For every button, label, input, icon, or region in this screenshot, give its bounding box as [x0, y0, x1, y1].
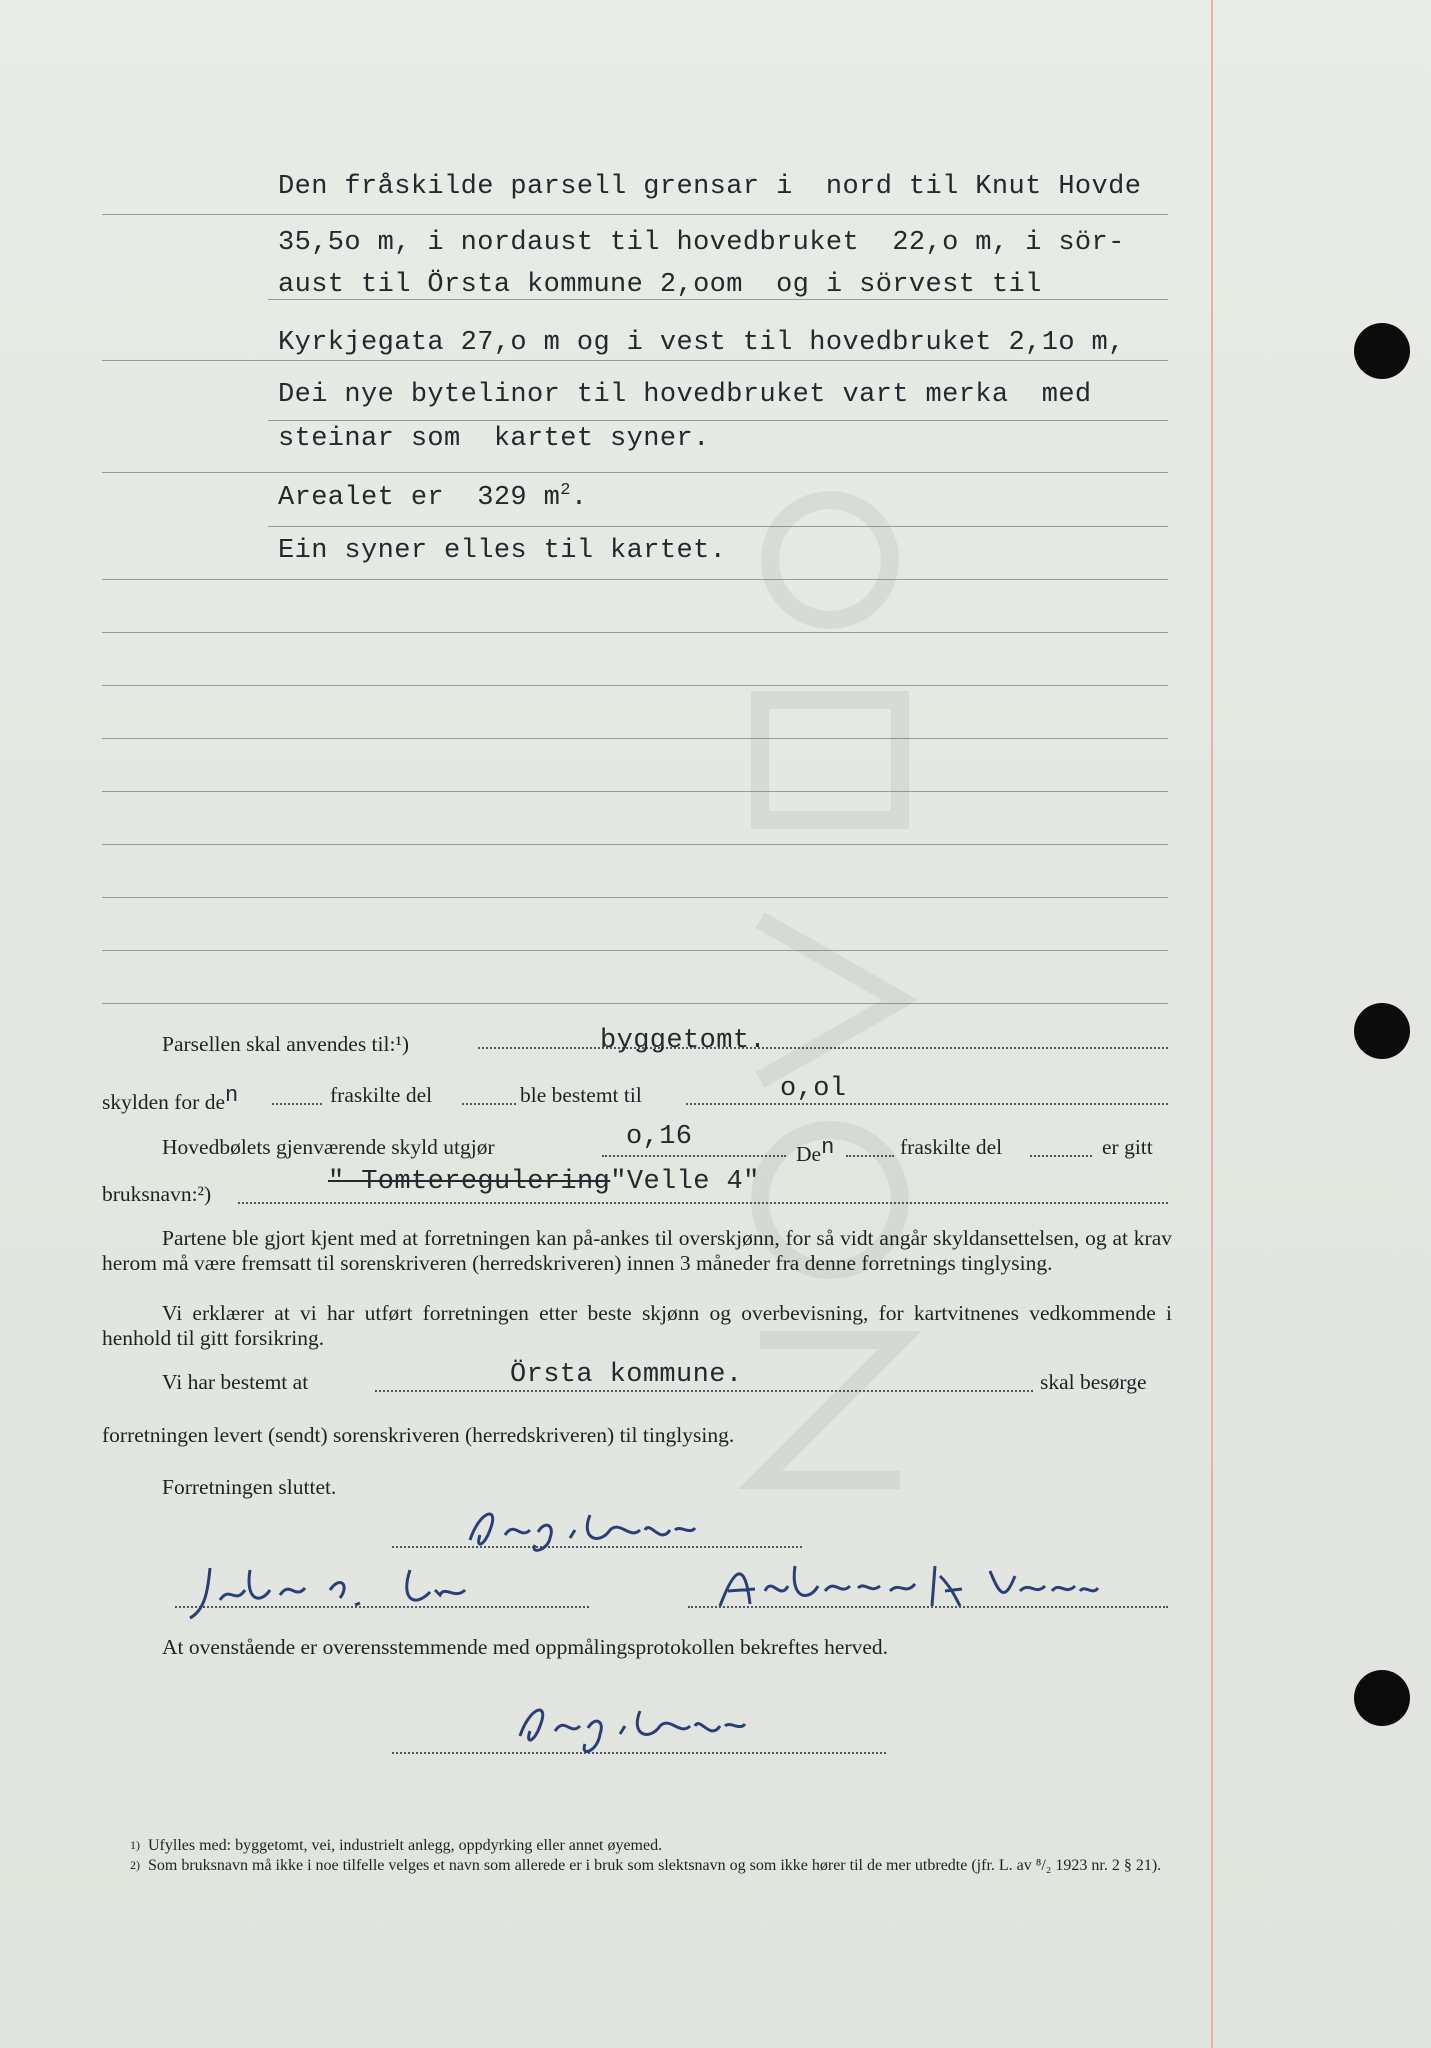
typed-line: Den fråskilde parsell grensar i nord til Knut Hovde [278, 172, 1142, 202]
skyld-label [102, 1083, 239, 1115]
ruled-line [268, 526, 1168, 527]
bestemt-label: Vi har bestemt at [162, 1370, 309, 1394]
fill-line [272, 1103, 322, 1105]
ruled-line [102, 844, 1168, 845]
fill-line [602, 1155, 786, 1157]
skyld-sup: n [225, 1083, 239, 1108]
ruled-line [102, 685, 1168, 686]
remaining-fraskilte: fraskilte del [900, 1135, 1003, 1159]
footnote-1-number: 1) [130, 1838, 140, 1852]
sluttet-text: Forretningen sluttet. [162, 1475, 337, 1499]
footnote-2-text: Som bruksnavn må ikke i noe tilfelle velges et navn som allerede er i bruk som slektsnavn og som ikke hører til de mer utbredte (jfr. L. av ⁸/₂ 1923 nr. 2 § 21). [148, 1857, 1162, 1874]
remaining-er-gitt: er gitt [1102, 1135, 1153, 1159]
fill-line [1030, 1155, 1092, 1157]
skyld-label-a: skylden for de [102, 1090, 225, 1115]
footnote-2 [130, 1856, 1178, 1875]
remaining-de-text: De [796, 1142, 822, 1167]
ruled-line [102, 214, 1168, 215]
besorge-label: skal besørge [1040, 1370, 1147, 1394]
ruled-line [102, 897, 1168, 898]
ruled-line [102, 360, 1168, 361]
bruksnavn-field [328, 1167, 760, 1197]
remaining-de [796, 1135, 835, 1167]
remaining-sup: n [821, 1135, 835, 1160]
signature-3 [700, 1556, 1100, 1620]
remaining-value: o,16 [626, 1122, 693, 1152]
footnote-2-number: 2) [130, 1858, 140, 1872]
typed-line: Dei nye bytelinor til hovedbruket vart merka med [278, 380, 1092, 410]
fill-line [846, 1155, 894, 1157]
typed-line: steinar som kartet syner. [278, 424, 710, 454]
area-superscript: 2 [560, 481, 571, 500]
typed-line: Ein syner elles til kartet. [278, 536, 727, 566]
typed-line: aust til Örsta kommune 2,oom og i sörvest til [278, 270, 1042, 300]
bruksnavn-label: bruksnavn:²) [102, 1182, 212, 1206]
fill-line [478, 1047, 1168, 1049]
ruled-line [102, 791, 1168, 792]
signature-1 [460, 1500, 700, 1570]
skyld-value: o,ol [780, 1074, 847, 1104]
red-margin-line [1211, 0, 1213, 2048]
remaining-label: Hovedbølets gjenværende skyld utgjør [162, 1135, 495, 1159]
footnote-1 [130, 1836, 663, 1855]
skyld-bestemt: ble bestemt til [520, 1083, 642, 1107]
area-line [278, 481, 587, 513]
area-text: Arealet er 329 m [278, 483, 561, 513]
punch-hole [1354, 323, 1410, 379]
bestemt-value: Örsta kommune. [510, 1360, 743, 1390]
ruled-line [102, 472, 1168, 473]
fill-line [375, 1390, 1033, 1392]
declaration-paragraph: Vi erklærer at vi har utført forretningen etter beste skjønn og overbevisning, for kartvitnenes vedkommende i henhold til gitt forsikring. [102, 1301, 1172, 1350]
typed-line: Kyrkjegata 27,o m og i vest til hovedbruket 2,1o m, [278, 328, 1125, 358]
signature-2 [180, 1560, 480, 1628]
typed-line: 35,5o m, i nordaust til hovedbruket 22,o m, i sör- [278, 228, 1125, 258]
use-label: Parsellen skal anvendes til:¹) [162, 1032, 410, 1056]
use-value: byggetomt. [600, 1026, 767, 1056]
bruksnavn-value: "Velle 4" [610, 1167, 760, 1197]
skyld-fraskilte: fraskilte del [330, 1083, 433, 1107]
fill-line [238, 1202, 1168, 1204]
footnote-1-text: Ufylles med: byggetomt, vei, industrielt anlegg, oppdyrking eller annet øyemed. [148, 1837, 663, 1854]
appeal-paragraph: Partene ble gjort kjent med at forretningen kan på-ankes til overskjønn, for så vidt angår skyldansettelsen, og at krav herom må være fremsatt til sorenskriveren (herredskriveren) innen 3 måneder fra denne forretnings tinglysing. [102, 1226, 1172, 1275]
ruled-line [102, 579, 1168, 580]
ruled-line [102, 950, 1168, 951]
area-period: . [570, 483, 588, 513]
fill-line [686, 1103, 1168, 1105]
confirmation-text: At ovenstående er overensstemmende med oppmålingsprotokollen bekreftes herved. [162, 1635, 888, 1659]
bruksnavn-struck: " Tomteregulering [328, 1167, 611, 1197]
ruled-line [102, 1003, 1168, 1004]
ruled-line [102, 738, 1168, 739]
fill-line [462, 1103, 516, 1105]
punch-hole [1354, 1003, 1410, 1059]
ruled-line [268, 420, 1168, 421]
signature-4 [510, 1696, 750, 1772]
punch-hole [1354, 1670, 1410, 1726]
levert-text: forretningen levert (sendt) sorenskriveren (herredskriveren) til tinglysing. [102, 1423, 735, 1447]
ruled-line [102, 632, 1168, 633]
